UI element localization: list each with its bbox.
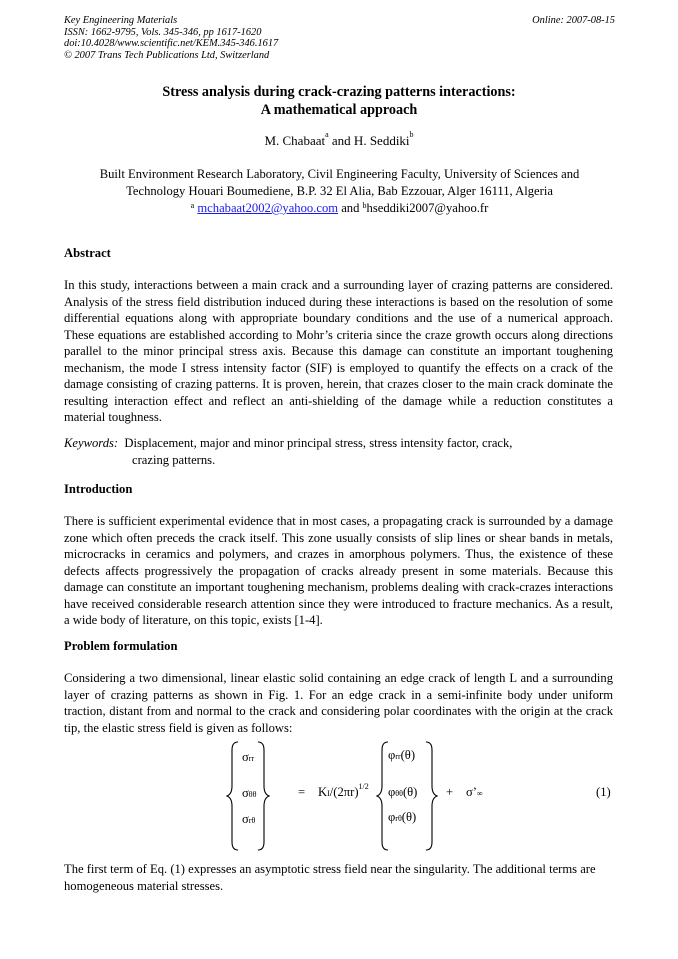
affiliation <box>64 166 615 217</box>
abstract-text: In this study, interactions between a main crack and a surrounding layer of crazing patterns are considered. Analysis of the stress field distribution induced during these interactions is based on the resolution of some differential equations along with appropriate boundary conditions and the use of a numerical approach. These equations are established according to Mohr’s criteria since the craze growth occurs along directions parallel to the minor principal stress axis. Because this damage can constitute an important toughening mechanism, the mode I stress intensity factor (SIF) is employed to quantify the effects on a crack of the damage consisting of crazing patterns. It is proven, herein, that crazes closer to the main crack dominate the resulting interaction effect and reflect an anti-shielding of the damage while a reduction constitutes a material toughness. <box>64 278 613 424</box>
far-field-stress: σ’∞ <box>466 785 483 799</box>
keywords-label: Keywords: <box>64 436 119 450</box>
problem-heading: Problem formulation <box>64 639 178 653</box>
affiliation-line-1: Built Environment Research Laboratory, Civil Engineering Faculty, University of Sciences and <box>99 167 580 181</box>
email-line <box>64 200 615 217</box>
paper-title <box>0 83 678 119</box>
abstract-heading: Abstract <box>64 246 111 260</box>
post-equation-text: The first term of Eq. (1) expresses an asymptotic stress field near the singularity. The additional terms are homogeneous material stresses. <box>64 862 596 893</box>
introduction-text: There is sufficient experimental evidence that in most cases, a propagating crack is surrounded by a damage zone which often preceds the crack itself. This zone usually consists of slip lines or shear bands in metals, microcracks in ceramics and polymers, and crazes in amorphous polymers. Thus, the existence of these defects affects progressively the propagation of cracks already present in some materials. Because this damage can constitute an important toughening mechanism, problems dealing with crack-crazes interactions have received considerable research attention since they were introduced to fracture mechanics. As a result, a wide body of literature, on this topic, exists [1-4]. <box>64 514 613 627</box>
issn-line: ISSN: 1662-9795, Vols. 345-346, pp 1617-1620 <box>64 26 262 38</box>
affiliation-line-2: Technology Houari Boumediene, B.P. 32 El Alia, Bab Ezzouar, Alger 16111, Algeria <box>126 184 553 198</box>
journal-name: Key Engineering Materials <box>64 15 178 26</box>
sigma-rr: σrr <box>242 750 255 764</box>
keywords-line-1: Displacement, major and minor principal stress, stress intensity factor, crack, <box>124 436 513 450</box>
right-brace-1 <box>256 740 270 852</box>
journal-header <box>64 15 615 61</box>
author-1: M. Chabaat <box>264 133 326 148</box>
author-1-sup: a <box>325 130 329 139</box>
problem-text: Considering a two dimensional, linear elastic solid containing an edge crack of length L and a surrounding layer of crazing patterns as shown in Fig. 1. For an edge crack in a semi-infinite body under uniform traction, distant from and normal to the crack and considering polar coordinates with the origin at the crack tip, the elastic stress field is given as follows: <box>64 671 613 735</box>
email-and: and <box>341 201 360 215</box>
email-sup-a: a <box>190 201 195 210</box>
author-2: and H. Seddiki <box>331 133 410 148</box>
equation-1 <box>0 740 678 852</box>
introduction-heading: Introduction <box>64 482 133 496</box>
keywords-line-2: crazing patterns. <box>132 452 216 467</box>
email-sup-b: b <box>362 201 367 210</box>
title-line-2: A mathematical approach <box>260 102 418 118</box>
phi-r-theta: φrθ(θ) <box>388 810 417 824</box>
keywords <box>64 435 613 468</box>
email-link-1[interactable]: mchabaat2002@yahoo.com <box>197 201 339 215</box>
equation-number: (1) <box>596 785 611 799</box>
plus-sign: + <box>446 785 454 799</box>
online-date: Online: 2007-08-15 <box>532 15 615 26</box>
left-brace-1 <box>226 740 240 852</box>
author-2-sup: b <box>409 130 414 139</box>
phi-theta-theta: φθθ(θ) <box>388 785 418 799</box>
authors <box>0 130 678 149</box>
doi-line: doi:10.4028/www.scientific.net/KEM.345-346.1617 <box>64 38 279 49</box>
equals-sign: = <box>298 785 306 799</box>
phi-rr: φrr(θ) <box>388 748 416 762</box>
right-brace-2 <box>424 740 438 852</box>
sigma-r-theta: σrθ <box>242 812 256 826</box>
copyright-line: © 2007 Trans Tech Publications Ltd, Switzerland <box>64 49 270 61</box>
sigma-theta-theta: σθθ <box>242 786 257 800</box>
email-2: hseddiki2007@yahoo.fr <box>366 201 489 215</box>
stress-intensity-term: $KI/(2\pi r)^{1/2}$ <box>318 782 369 799</box>
title-line-1: Stress analysis during crack-crazing patterns interactions: <box>162 84 516 100</box>
